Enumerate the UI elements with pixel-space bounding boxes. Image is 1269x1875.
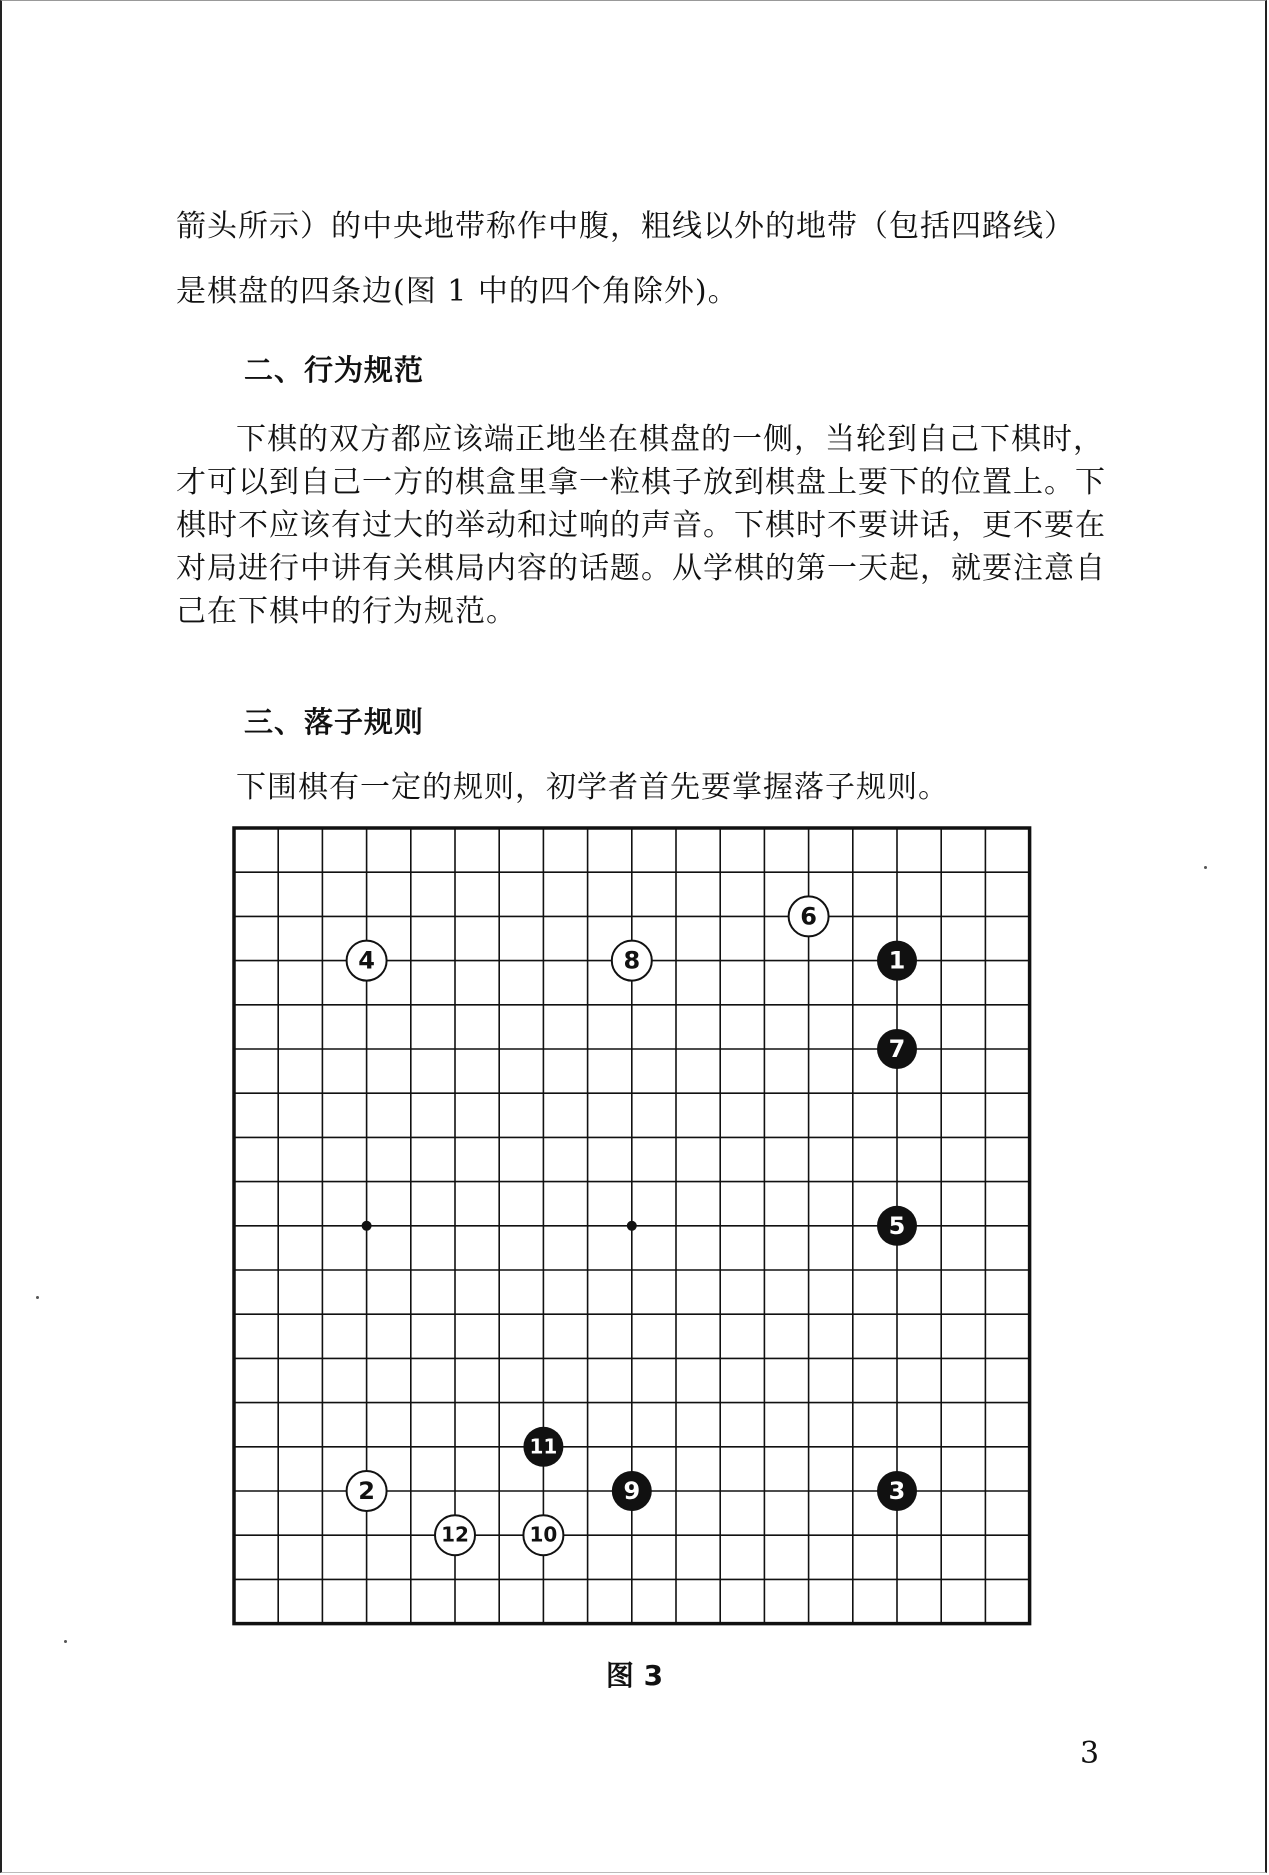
section-body-conduct: 下棋的双方都应该端正地坐在棋盘的一侧，当轮到自己下棋时，才可以到自己一方的棋盒里拿一粒棋子放到棋盘上要下的位置上。下棋时不应该有过大的举动和过响的声音。下棋时不要讲话，更不要在对局进行中讲有关棋局内容的话题。从学棋的第一天起，就要注意自己在下棋中的行为规范。 <box>176 422 1106 629</box>
black-stone-9 <box>612 1471 652 1511</box>
figure-caption: 图 3 <box>605 1659 664 1692</box>
section-heading-conduct: 二、行为规范 <box>244 353 425 387</box>
stone-number: 9 <box>623 1477 641 1505</box>
black-stone-5 <box>877 1206 917 1246</box>
stone-number: 10 <box>529 1522 558 1547</box>
black-stone-3 <box>877 1471 917 1511</box>
white-stone-8 <box>612 941 652 981</box>
star-point <box>627 1221 637 1231</box>
white-stone-6 <box>789 896 829 936</box>
stone-number: 7 <box>888 1035 906 1063</box>
white-stone-12 <box>435 1515 475 1555</box>
white-stone-10 <box>523 1515 563 1555</box>
page-number: 3 <box>1080 1736 1100 1771</box>
black-stone-7 <box>877 1029 917 1069</box>
scan-speck <box>64 1640 67 1643</box>
stone-number: 6 <box>800 902 817 931</box>
intro-line-2: 是棋盘的四条边(图 1 中的四个角除外)。 <box>176 274 739 309</box>
stone-number: 1 <box>888 946 906 975</box>
stone-number: 4 <box>358 946 375 975</box>
section-heading-placement: 三、落子规则 <box>244 705 425 739</box>
intro-line-1: 箭头所示）的中央地带称作中腹，粗线以外的地带（包括四路线） <box>176 209 1075 244</box>
stone-number: 2 <box>358 1477 375 1505</box>
section-body-placement: 下围棋有一定的规则，初学者首先要掌握落子规则。 <box>236 770 949 805</box>
scan-speck <box>1204 866 1207 869</box>
scan-speck <box>36 1296 39 1299</box>
black-stone-1 <box>877 941 917 981</box>
go-board-diagram <box>232 826 1032 1636</box>
stone-number: 11 <box>529 1434 558 1459</box>
white-stone-2 <box>347 1471 387 1511</box>
stone-number: 5 <box>888 1211 906 1240</box>
white-stone-4 <box>347 941 387 981</box>
stone-number: 12 <box>441 1522 469 1547</box>
star-point <box>362 1221 372 1231</box>
stone-number: 8 <box>623 946 641 975</box>
stone-number: 3 <box>888 1477 906 1505</box>
black-stone-11 <box>523 1427 563 1467</box>
